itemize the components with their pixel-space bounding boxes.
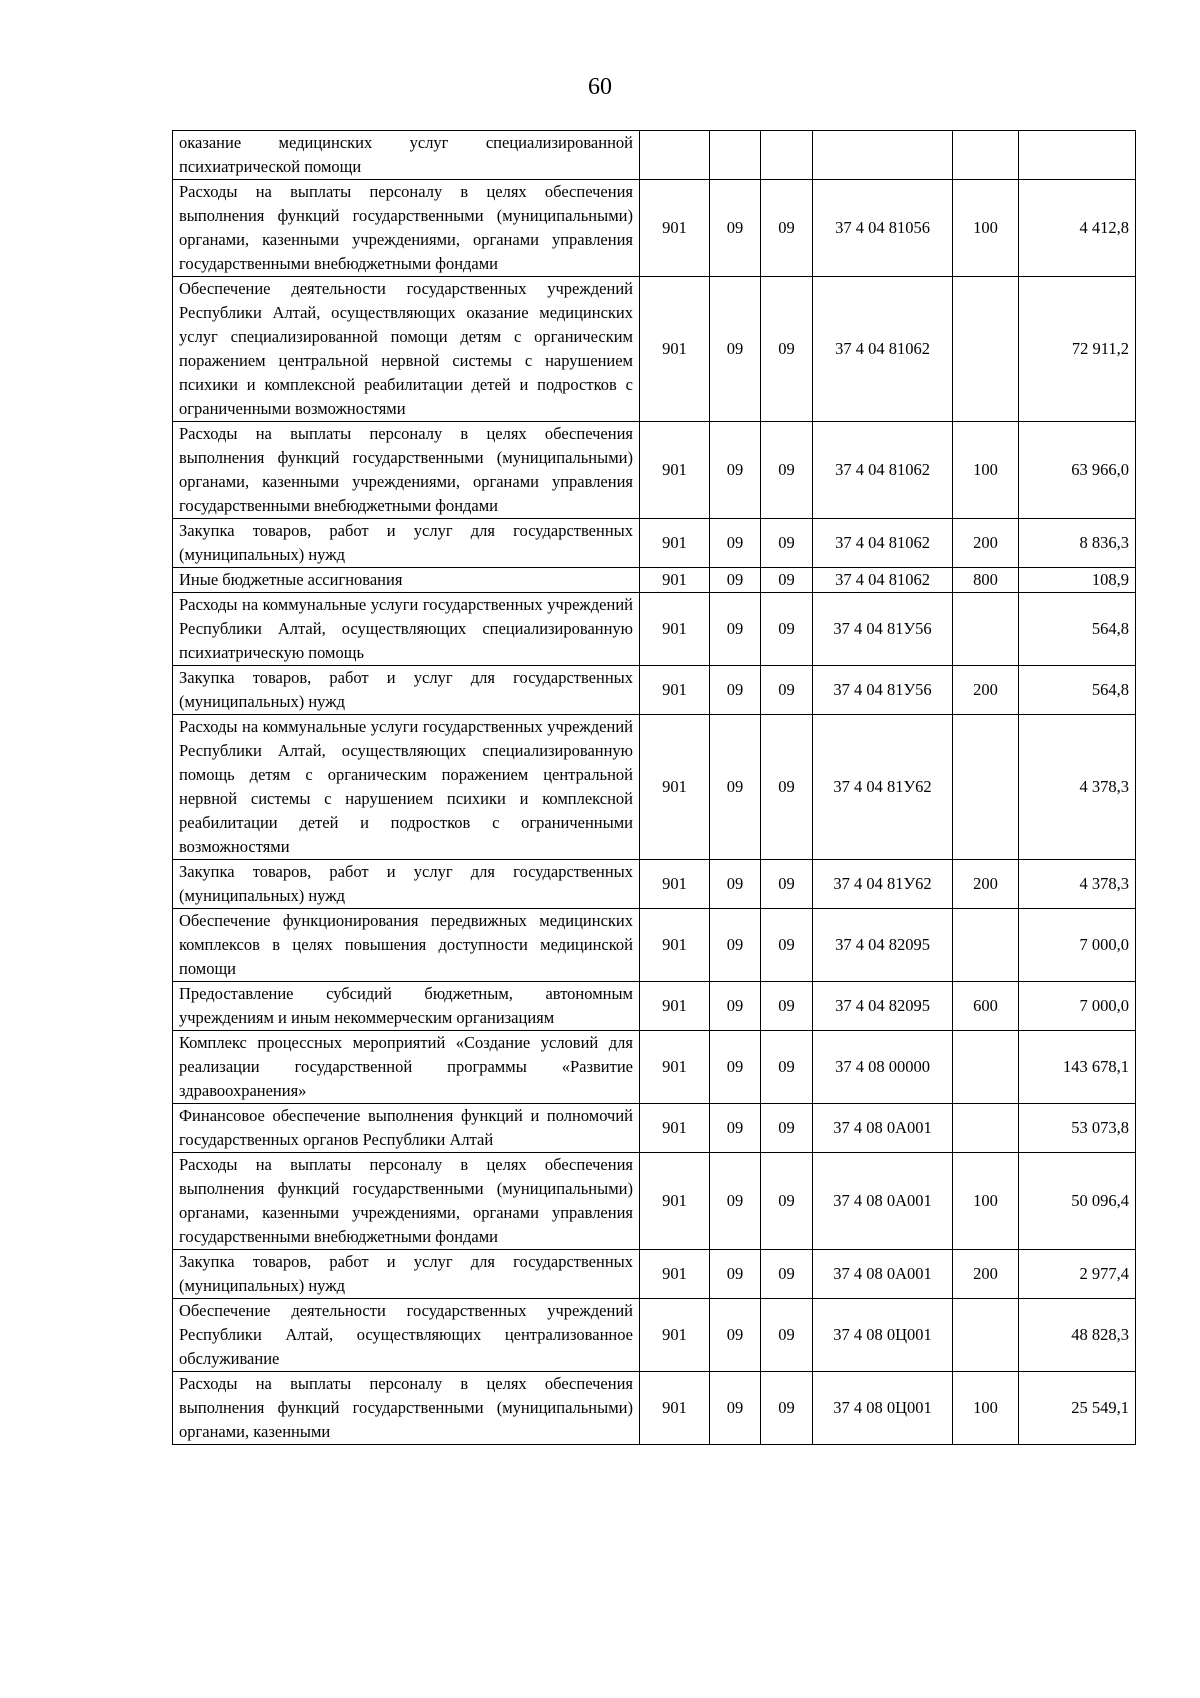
row-target-article: 37 4 08 0А001: [813, 1153, 953, 1250]
row-amount: 143 678,1: [1019, 1031, 1136, 1104]
row-expense-kind: [953, 1031, 1019, 1104]
row-amount: 48 828,3: [1019, 1299, 1136, 1372]
table-row: [173, 519, 1136, 568]
row-amount: 108,9: [1019, 568, 1136, 593]
row-target-article: 37 4 08 0А001: [813, 1250, 953, 1299]
row-amount: 25 549,1: [1019, 1372, 1136, 1445]
row-gov-code: 901: [640, 715, 710, 860]
row-expense-kind: 200: [953, 519, 1019, 568]
row-gov-code: [640, 131, 710, 180]
row-expense-kind: [953, 277, 1019, 422]
row-amount: 63 966,0: [1019, 422, 1136, 519]
row-section: 09: [710, 1372, 761, 1445]
row-description: Обеспечение функционирования передвижных медицинских комплексов в целях повышения доступности медицинской помощи: [173, 909, 640, 982]
row-expense-kind: [953, 1104, 1019, 1153]
row-description: Расходы на выплаты персоналу в целях обеспечения выполнения функций государственными (муниципальными) органами, казенными учреждениями, органами управления государственными внебюджетными фондами: [173, 422, 640, 519]
row-subsection: 09: [761, 1153, 813, 1250]
row-subsection: 09: [761, 909, 813, 982]
row-section: 09: [710, 666, 761, 715]
row-amount: 72 911,2: [1019, 277, 1136, 422]
row-section: 09: [710, 422, 761, 519]
row-target-article: 37 4 04 81062: [813, 277, 953, 422]
table-row: [173, 666, 1136, 715]
row-gov-code: 901: [640, 1104, 710, 1153]
row-expense-kind: [953, 131, 1019, 180]
row-section: 09: [710, 860, 761, 909]
table-row: [173, 180, 1136, 277]
row-amount: 564,8: [1019, 593, 1136, 666]
row-section: 09: [710, 715, 761, 860]
table-row: [173, 593, 1136, 666]
page-number: 60: [588, 74, 612, 100]
row-description: Предоставление субсидий бюджетным, автономным учреждениям и иным некоммерческим организациям: [173, 982, 640, 1031]
row-subsection: 09: [761, 1250, 813, 1299]
row-expense-kind: [953, 909, 1019, 982]
row-section: 09: [710, 180, 761, 277]
row-amount: 7 000,0: [1019, 982, 1136, 1031]
row-amount: 4 378,3: [1019, 715, 1136, 860]
table-row: [173, 1153, 1136, 1250]
table-row: [173, 422, 1136, 519]
table-row: [173, 1104, 1136, 1153]
row-gov-code: 901: [640, 593, 710, 666]
row-subsection: 09: [761, 568, 813, 593]
row-gov-code: 901: [640, 1031, 710, 1104]
row-amount: 8 836,3: [1019, 519, 1136, 568]
table-row: [173, 131, 1136, 180]
row-section: 09: [710, 568, 761, 593]
row-description: Расходы на выплаты персоналу в целях обеспечения выполнения функций государственными (муниципальными) органами, казенными учреждениями, органами управления государственными внебюджетными фондами: [173, 180, 640, 277]
table-row: [173, 715, 1136, 860]
table-row: [173, 1299, 1136, 1372]
row-section: 09: [710, 277, 761, 422]
row-section: 09: [710, 982, 761, 1031]
row-gov-code: 901: [640, 982, 710, 1031]
row-description: Закупка товаров, работ и услуг для государственных (муниципальных) нужд: [173, 666, 640, 715]
row-gov-code: 901: [640, 568, 710, 593]
row-description: Финансовое обеспечение выполнения функций и полномочий государственных органов Республики Алтай: [173, 1104, 640, 1153]
row-subsection: 09: [761, 1299, 813, 1372]
row-target-article: [813, 131, 953, 180]
row-description: Закупка товаров, работ и услуг для государственных (муниципальных) нужд: [173, 1250, 640, 1299]
row-target-article: 37 4 08 0А001: [813, 1104, 953, 1153]
row-expense-kind: 200: [953, 860, 1019, 909]
row-expense-kind: 200: [953, 1250, 1019, 1299]
row-section: 09: [710, 909, 761, 982]
row-description: Расходы на коммунальные услуги государственных учреждений Республики Алтай, осуществляющих специализированную помощь детям с органическим поражением центральной нервной системы с нарушением психики и комплексной реабилитации детей и подростков с ограниченными возможностями: [173, 715, 640, 860]
row-description: Закупка товаров, работ и услуг для государственных (муниципальных) нужд: [173, 860, 640, 909]
row-target-article: 37 4 04 81062: [813, 422, 953, 519]
row-target-article: 37 4 04 82095: [813, 982, 953, 1031]
row-amount: 4 412,8: [1019, 180, 1136, 277]
row-gov-code: 901: [640, 180, 710, 277]
row-target-article: 37 4 04 81062: [813, 519, 953, 568]
row-subsection: 09: [761, 1104, 813, 1153]
row-amount: 7 000,0: [1019, 909, 1136, 982]
row-subsection: 09: [761, 860, 813, 909]
row-section: 09: [710, 519, 761, 568]
budget-table: [172, 130, 1136, 1445]
row-gov-code: 901: [640, 519, 710, 568]
row-expense-kind: [953, 593, 1019, 666]
row-description: оказание медицинских услуг специализированной психиатрической помощи: [173, 131, 640, 180]
row-subsection: 09: [761, 982, 813, 1031]
row-description: Закупка товаров, работ и услуг для государственных (муниципальных) нужд: [173, 519, 640, 568]
row-amount: [1019, 131, 1136, 180]
row-amount: 564,8: [1019, 666, 1136, 715]
table-row: [173, 568, 1136, 593]
row-gov-code: 901: [640, 860, 710, 909]
table-row: [173, 1250, 1136, 1299]
row-description: Расходы на выплаты персоналу в целях обеспечения выполнения функций государственными (муниципальными) органами, казенными учреждениями, органами управления государственными внебюджетными фондами: [173, 1153, 640, 1250]
row-subsection: 09: [761, 593, 813, 666]
row-target-article: 37 4 04 82095: [813, 909, 953, 982]
row-gov-code: 901: [640, 422, 710, 519]
row-section: 09: [710, 1104, 761, 1153]
row-subsection: 09: [761, 715, 813, 860]
table-row: [173, 982, 1136, 1031]
row-section: 09: [710, 1031, 761, 1104]
row-subsection: 09: [761, 1031, 813, 1104]
row-expense-kind: 200: [953, 666, 1019, 715]
row-expense-kind: 100: [953, 1372, 1019, 1445]
row-target-article: 37 4 08 0Ц001: [813, 1372, 953, 1445]
row-expense-kind: 800: [953, 568, 1019, 593]
table-row: [173, 909, 1136, 982]
row-expense-kind: 600: [953, 982, 1019, 1031]
row-target-article: 37 4 08 0Ц001: [813, 1299, 953, 1372]
row-description: Комплекс процессных мероприятий «Создание условий для реализации государственной программы «Развитие здравоохранения»: [173, 1031, 640, 1104]
row-amount: 53 073,8: [1019, 1104, 1136, 1153]
row-target-article: 37 4 04 81У56: [813, 593, 953, 666]
row-description: Иные бюджетные ассигнования: [173, 568, 640, 593]
row-target-article: 37 4 04 81056: [813, 180, 953, 277]
row-target-article: 37 4 04 81062: [813, 568, 953, 593]
row-subsection: 09: [761, 422, 813, 519]
row-amount: 4 378,3: [1019, 860, 1136, 909]
row-subsection: 09: [761, 277, 813, 422]
row-section: [710, 131, 761, 180]
budget-table-body: [173, 131, 1136, 1445]
row-section: 09: [710, 1299, 761, 1372]
table-row: [173, 277, 1136, 422]
row-subsection: [761, 131, 813, 180]
row-gov-code: 901: [640, 666, 710, 715]
row-expense-kind: 100: [953, 1153, 1019, 1250]
table-row: [173, 1372, 1136, 1445]
row-description: Обеспечение деятельности государственных учреждений Республики Алтай, осуществляющих оказание медицинских услуг специализированной помощи детям с органическим поражением центральной нервной системы с нарушением психики и комплексной реабилитации детей и подростков с ограниченными возможностями: [173, 277, 640, 422]
row-expense-kind: [953, 715, 1019, 860]
row-expense-kind: 100: [953, 180, 1019, 277]
row-section: 09: [710, 1153, 761, 1250]
row-expense-kind: [953, 1299, 1019, 1372]
row-section: 09: [710, 1250, 761, 1299]
row-description: Расходы на коммунальные услуги государственных учреждений Республики Алтай, осуществляющих специализированную психиатрическую помощь: [173, 593, 640, 666]
row-gov-code: 901: [640, 1153, 710, 1250]
row-subsection: 09: [761, 1372, 813, 1445]
row-target-article: 37 4 04 81У62: [813, 715, 953, 860]
table-row: [173, 860, 1136, 909]
row-description: Расходы на выплаты персоналу в целях обеспечения выполнения функций государственными (муниципальными) органами, казенными: [173, 1372, 640, 1445]
row-subsection: 09: [761, 519, 813, 568]
row-section: 09: [710, 593, 761, 666]
row-target-article: 37 4 08 00000: [813, 1031, 953, 1104]
row-subsection: 09: [761, 666, 813, 715]
row-target-article: 37 4 04 81У62: [813, 860, 953, 909]
row-subsection: 09: [761, 180, 813, 277]
row-gov-code: 901: [640, 909, 710, 982]
row-gov-code: 901: [640, 1299, 710, 1372]
row-amount: 2 977,4: [1019, 1250, 1136, 1299]
row-expense-kind: 100: [953, 422, 1019, 519]
row-gov-code: 901: [640, 1250, 710, 1299]
row-target-article: 37 4 04 81У56: [813, 666, 953, 715]
row-description: Обеспечение деятельности государственных учреждений Республики Алтай, осуществляющих централизованное обслуживание: [173, 1299, 640, 1372]
table-row: [173, 1031, 1136, 1104]
row-amount: 50 096,4: [1019, 1153, 1136, 1250]
row-gov-code: 901: [640, 1372, 710, 1445]
row-gov-code: 901: [640, 277, 710, 422]
